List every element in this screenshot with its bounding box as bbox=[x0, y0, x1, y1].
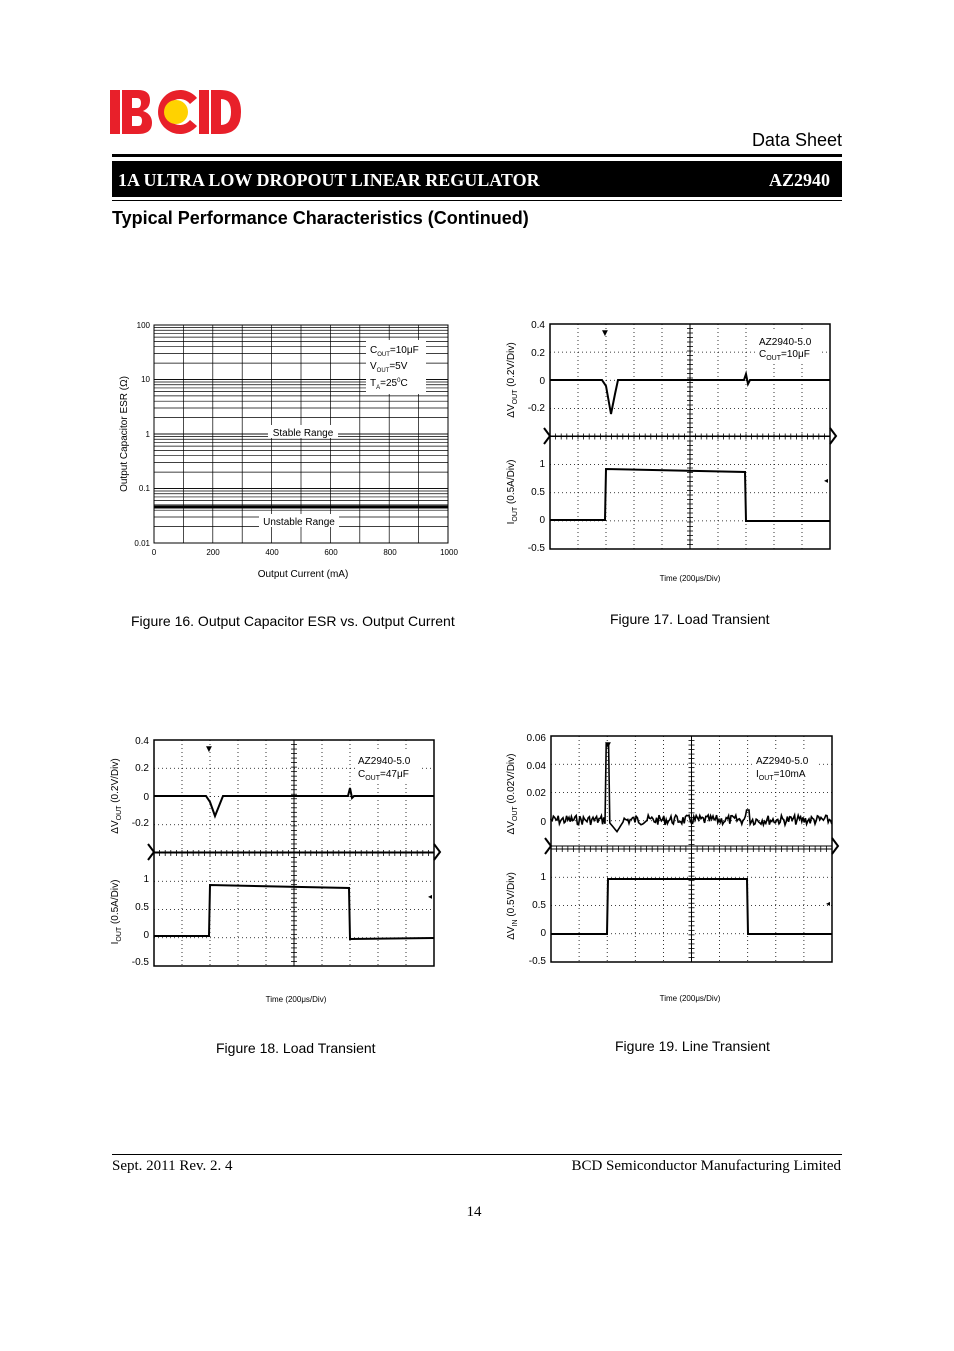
svg-text:TA=250C: $T_A=25^0C$ bbox=[370, 378, 408, 391]
upper-tick-label: -0.2 bbox=[527, 403, 545, 414]
y-tick-label: 100 bbox=[136, 321, 150, 330]
channel-marker-left bbox=[148, 844, 154, 860]
revision-date: Sept. 2011 Rev. 2. 4 bbox=[112, 1158, 233, 1174]
svg-text:AZ2940-5.0: AZ2940-5.0 bbox=[759, 337, 812, 348]
page-number: 14 bbox=[466, 1204, 482, 1220]
x-tick-label: 0 bbox=[151, 548, 157, 557]
title-bar bbox=[112, 161, 842, 197]
figure-18-caption: Figure 18. Load Transient bbox=[216, 1040, 376, 1056]
upper-tick-label: 0 bbox=[539, 376, 545, 387]
upper-tick-label: 0 bbox=[143, 792, 149, 803]
figure-17-load-transient-scope bbox=[498, 312, 844, 588]
lower-tick-label: -0.5 bbox=[131, 957, 149, 968]
y-tick-label: 10 bbox=[141, 375, 150, 384]
lower-tick-label: 0 bbox=[539, 515, 545, 526]
upper-tick-label: 0.02 bbox=[526, 788, 546, 799]
y-tick-label: 0.1 bbox=[138, 484, 150, 493]
channel-marker-left bbox=[545, 838, 551, 854]
svg-text:COUT=47μF: $C_{OUT}=47\mu F$ bbox=[358, 769, 409, 782]
document-title: 1A ULTRA LOW DROPOUT LINEAR REGULATOR bbox=[118, 170, 540, 190]
figure-17-caption: Figure 17. Load Transient bbox=[610, 611, 770, 627]
channel-marker-left bbox=[544, 428, 550, 444]
svg-text:COUT=10μF: $C_{OUT}=10\mu F$ bbox=[370, 345, 419, 358]
data-sheet-label: Data Sheet bbox=[751, 130, 842, 150]
upper-tick-label: 0.4 bbox=[135, 736, 149, 747]
upper-tick-label: 0.06 bbox=[526, 733, 546, 744]
svg-text:AZ2940-5.0: AZ2940-5.0 bbox=[756, 756, 809, 767]
channel-marker-right bbox=[434, 844, 440, 860]
lower-y-axis-label: $\Delta V_{IN}$ (0.5V/Div) bbox=[506, 872, 519, 940]
upper-tick-label: 0.4 bbox=[531, 320, 545, 331]
svg-text:IOUT=10mA: $I_{OUT}=10mA$ bbox=[756, 769, 806, 782]
trigger-level-icon: ◂ bbox=[825, 899, 831, 908]
lower-y-axis-label: $I_{OUT}$ (0.5A/Div) bbox=[110, 879, 123, 945]
trigger-level-icon: ◂ bbox=[823, 476, 829, 485]
trigger-marker-icon: ▼ bbox=[603, 740, 613, 751]
lower-tick-label: 1 bbox=[540, 872, 546, 883]
x-axis-label: Output Current (mA) bbox=[257, 569, 349, 580]
channel-marker-right bbox=[830, 428, 836, 444]
svg-text:COUT=10μF: $C_{OUT}=10\mu F$ bbox=[759, 349, 810, 362]
time-axis-label: Time (200μs/Div) bbox=[265, 995, 327, 1004]
footer-rule bbox=[112, 1154, 842, 1155]
upper-y-axis-label: $\Delta V_{OUT}$ (0.02V/Div) bbox=[506, 753, 519, 835]
figure-19-caption: Figure 19. Line Transient bbox=[615, 1038, 770, 1054]
channel-marker-right bbox=[832, 838, 838, 854]
x-tick-label: 400 bbox=[265, 548, 279, 557]
upper-y-axis-label: $\Delta V_{OUT}$ (0.2V/Div) bbox=[506, 342, 519, 418]
lower-tick-label: -0.5 bbox=[527, 543, 545, 554]
upper-y-axis-label: $\Delta V_{OUT}$ (0.2V/Div) bbox=[110, 758, 123, 834]
trigger-marker-icon: ▼ bbox=[600, 328, 610, 339]
stable-range-label: Stable Range bbox=[272, 428, 334, 439]
x-tick-label: 200 bbox=[206, 548, 220, 557]
upper-tick-label: -0.2 bbox=[131, 818, 149, 829]
upper-tick-label: 0.2 bbox=[135, 763, 149, 774]
time-axis-label: Time (200μs/Div) bbox=[659, 994, 721, 1003]
lower-tick-label: 0 bbox=[540, 928, 546, 939]
title-rule bbox=[112, 200, 842, 201]
figure-18-load-transient-scope bbox=[102, 728, 448, 1008]
svg-text:VOUT=5V: $V_{OUT}=5V$ bbox=[370, 361, 408, 374]
figure-19-line-transient-scope bbox=[498, 724, 844, 1008]
bcd-logo bbox=[110, 88, 242, 136]
company-name: BCD Semiconductor Manufacturing Limited bbox=[571, 1158, 841, 1174]
unstable-range-label: Unstable Range bbox=[263, 517, 335, 528]
y-tick-label: 1 bbox=[145, 430, 150, 439]
trigger-marker-icon: ▼ bbox=[204, 744, 214, 755]
x-tick-label: 800 bbox=[383, 548, 397, 557]
x-tick-label: 600 bbox=[324, 548, 338, 557]
y-tick-label: 0.01 bbox=[134, 539, 150, 548]
time-axis-label: Time (200μs/Div) bbox=[659, 574, 721, 583]
lower-tick-label: 0.5 bbox=[532, 900, 546, 911]
trigger-level-icon: ◂ bbox=[427, 892, 433, 901]
lower-tick-label: 0.5 bbox=[135, 902, 149, 913]
svg-text:AZ2940-5.0: AZ2940-5.0 bbox=[358, 756, 411, 767]
figure-16-caption: Figure 16. Output Capacitor ESR vs. Output Current bbox=[131, 613, 455, 629]
lower-y-axis-label: $I_{OUT}$ (0.5A/Div) bbox=[506, 459, 519, 525]
section-heading: Typical Performance Characteristics (Continued) bbox=[112, 208, 529, 228]
y-axis-label: Output Capacitor ESR (Ω) bbox=[119, 376, 130, 492]
header-rule bbox=[112, 154, 842, 157]
lower-tick-label: -0.5 bbox=[528, 956, 546, 967]
part-number: AZ2940 bbox=[768, 170, 830, 190]
figure-16-esr-chart bbox=[112, 318, 472, 588]
lower-tick-label: 1 bbox=[539, 459, 545, 470]
upper-tick-label: 0.2 bbox=[531, 348, 545, 359]
upper-tick-label: 0.04 bbox=[526, 761, 546, 772]
lower-tick-label: 0.5 bbox=[531, 487, 545, 498]
x-tick-label: 1000 bbox=[440, 548, 458, 557]
upper-tick-label: 0 bbox=[540, 817, 546, 828]
lower-tick-label: 0 bbox=[143, 930, 149, 941]
lower-tick-label: 1 bbox=[143, 874, 149, 885]
